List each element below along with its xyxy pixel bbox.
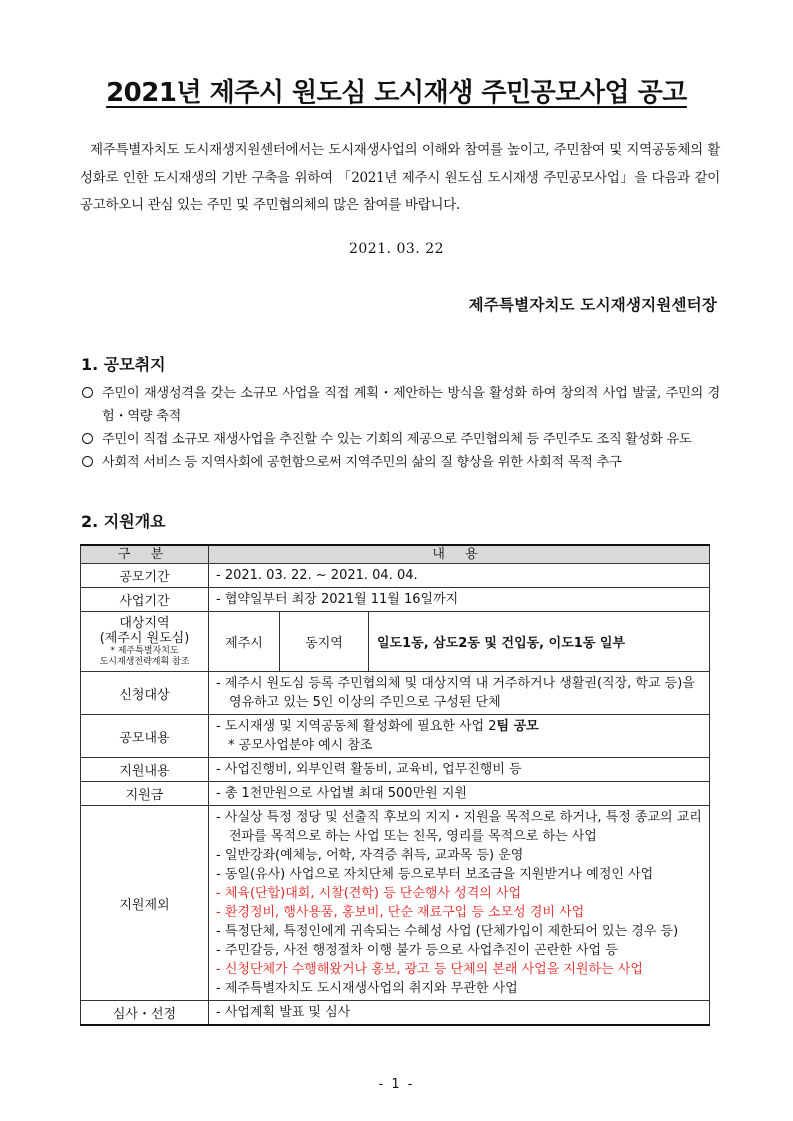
exclusion-item: - 신청단체가 수행해왔거나 홍보, 광고 등 단체의 본래 사업을 지원하는 사업 [216, 962, 643, 977]
table-row [81, 672, 710, 715]
issuer-signature: 제주특별자치도 도시재생지원센터장 [468, 296, 717, 314]
table-row [81, 1001, 710, 1026]
row-label-period: 공모기간 [81, 564, 209, 588]
region-dongs: 일도1동, 삼도2동 및 건입동, 이도1동 일부 [369, 612, 710, 672]
row-value-period: - 2021. 03. 22. ~ 2021. 04. 04. [209, 564, 710, 588]
list-item: 주민이 재생성격을 갖는 소규모 사업을 직접 계획・제안하는 방식을 활성화 하여 창의적 사업 발굴, 주민의 경험・역량 축적 [80, 382, 720, 428]
region-city: 제주시 [209, 612, 280, 672]
table-row [81, 782, 710, 806]
region-dong-label: 동지역 [280, 612, 369, 672]
row-label-fund: 지원금 [81, 782, 209, 806]
row-label-support: 지원내용 [81, 758, 209, 782]
document-title: 2021년 제주시 원도심 도시재생 주민공모사업 공고 [106, 78, 687, 108]
intro-paragraph: 제주특별자치도 도시재생지원센터에서는 도시재생사업의 이해와 참여를 높이고, 주민참여 및 지역공동체의 활성화로 인한 도시재생의 기반 구축을 위하여 「2021년 제주시 원도심 도시재생 주민공모사업」을 다음과 같이 공고하오니 관심 있는 주민 및 주민협의체의 많은 참여를 바랍니다. [80, 142, 720, 213]
row-label-content: 공모내용 [81, 715, 209, 758]
row-label-business-period: 사업기간 [81, 588, 209, 612]
row-label-region: 대상지역 (제주시 원도심) * 제주특별자치도 도시재생전략계획 참조 [81, 612, 209, 672]
support-overview-table [80, 544, 710, 1026]
section-heading-purpose: 1. 공모취지 [81, 355, 166, 374]
table-header-row [81, 545, 710, 564]
row-label-exclusion: 지원제외 [81, 806, 209, 1001]
table-row [81, 715, 710, 758]
exclusion-item: - 사실상 특정 정당 및 선출직 후보의 지지・지원을 목적으로 하거나, 특정 종교의 교리전파를 목적으로 하는 사업 또는 친목, 영리를 목적으로 하는 사업 [216, 810, 702, 844]
exclusion-item: - 환경정비, 행사용품, 홍보비, 단순 재료구입 등 소모성 경비 사업 [216, 905, 585, 920]
page-number: - 1 - [378, 1077, 415, 1092]
table-row [81, 806, 710, 1001]
exclusion-item: - 동일(유사) 사업으로 자치단체 등으로부터 보조금을 지원받거나 예정인 사업 [216, 867, 654, 882]
exclusion-item: - 제주특별자치도 도시재생사업의 취지와 무관한 사업 [216, 981, 518, 996]
circle-bullet-icon [82, 387, 93, 398]
row-value-content: - 도시재생 및 지역공동체 활성화에 필요한 사업 2팀 공모 * 공모사업분야 예시 참조 [209, 715, 710, 758]
exclusion-item: - 체육(단합)대회, 시찰(견학) 등 단순행사 성격의 사업 [216, 886, 522, 901]
exclusion-item: - 일반강좌(예체능, 어학, 자격증 취득, 교과목 등) 운영 [216, 848, 524, 863]
header-content: 내 용 [209, 545, 710, 564]
circle-bullet-icon [82, 433, 93, 444]
table-row [81, 612, 710, 672]
row-value-selection: - 사업계획 발표 및 심사 [209, 1001, 710, 1026]
row-value-support: - 사업진행비, 외부인력 활동비, 교육비, 업무진행비 등 [209, 758, 710, 782]
row-label-applicant: 신청대상 [81, 672, 209, 715]
row-value-business-period: - 협약일부터 최장 2021월 11월 16일까지 [209, 588, 710, 612]
purpose-list [80, 382, 720, 474]
row-value-applicant: - 제주시 원도심 등록 주민협의체 및 대상지역 내 거주하거나 생활권(직장, 학교 등)을 영유하고 있는 5인 이상의 주민으로 구성된 단체 [209, 672, 710, 715]
table-row [81, 564, 710, 588]
circle-bullet-icon [82, 456, 93, 467]
row-value-fund: - 총 1천만원으로 사업별 최대 500만원 지원 [209, 782, 710, 806]
exclusion-item: - 주민갈등, 사전 행정절차 이행 불가 등으로 사업추진이 곤란한 사업 등 [216, 943, 618, 958]
row-value-exclusion [209, 806, 710, 1001]
announcement-date: 2021. 03. 22 [348, 241, 445, 257]
list-item: 사회적 서비스 등 지역사회에 공헌함으로써 지역주민의 삶의 질 향상을 위한 사회적 목적 추구 [80, 451, 720, 474]
header-category: 구 분 [81, 545, 209, 564]
row-label-selection: 심사・선정 [81, 1001, 209, 1026]
list-item: 주민이 직접 소규모 재생사업을 추진할 수 있는 기회의 제공으로 주민협의체 등 주민주도 조직 활성화 유도 [80, 428, 720, 451]
section-heading-overview: 2. 지원개요 [81, 512, 166, 531]
table-row [81, 758, 710, 782]
exclusion-item: - 특정단체, 특정인에게 귀속되는 수혜성 사업 (단체가입이 제한되어 있는 경우 등) [216, 924, 679, 939]
table-row [81, 588, 710, 612]
